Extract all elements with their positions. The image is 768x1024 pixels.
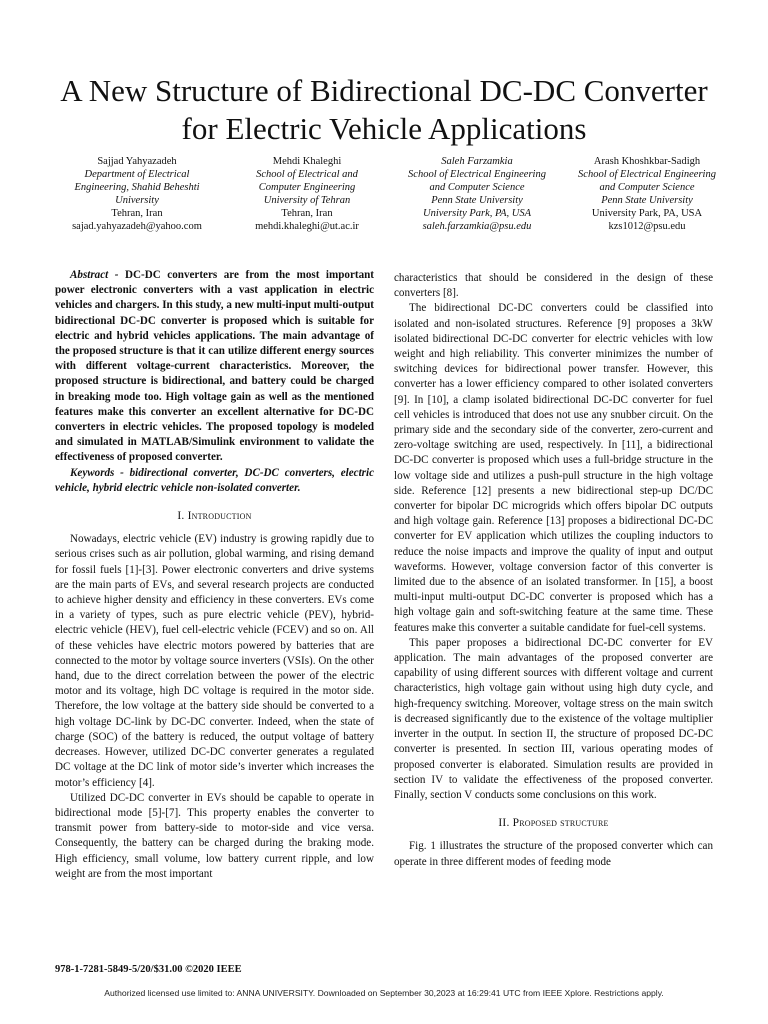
author-affiliation: School of Electrical Engineering — [578, 169, 716, 180]
paper-title-line-1: A New Structure of Bidirectional DC-DC Converter — [60, 73, 708, 108]
author-affiliation: Computer Engineering — [258, 182, 356, 193]
abstract — [55, 268, 374, 466]
author-block — [52, 155, 732, 233]
author-name: Mehdi Khaleghi — [272, 156, 342, 167]
license-notice: Authorized licensed use limited to: ANNA UNIVERSITY. Downloaded on September 30,2023 at 16:29:41 UTC from IEEE Xplore. Restrictions apply. — [104, 988, 664, 998]
author-location: Tehran, Iran — [281, 208, 333, 219]
author-name: Saleh Farzamkia — [441, 156, 513, 167]
author-email: sajad.yahyazadeh@yahoo.com — [72, 221, 202, 232]
author-location: Tehran, Iran — [111, 208, 163, 219]
right-column — [394, 271, 713, 870]
section-heading-proposed-structure: II. Proposed structure — [498, 817, 609, 830]
body-paragraph: This paper proposes a bidirectional DC-DC converter for EV application. The main advantages of the proposed converter are capability of using different sources with different voltage and current characteristics, high voltage gain without using high duty cycle, and high-frequency switching. Moreover, voltage stress on the main switch is decreased significantly due to the existence of the voltage multiplier inverter in the output. In section II, the structure of proposed DC-DC converter is presented. In section III, various operating modes of proposed converter is elaborated. Simulation results are provided in section IV to validate the effectiveness of the proposed converter. Finally, section V conducts some conclusions on this work. — [394, 636, 713, 801]
author-university: University — [115, 195, 159, 206]
author-4 — [562, 155, 732, 233]
author-name: Sajjad Yahyazadeh — [97, 156, 177, 167]
author-affiliation: School of Electrical and — [256, 169, 358, 180]
body-paragraph: Utilized DC-DC converter in EVs should be capable to operate in bidirectional mode [5]-[7]. This property enables the converter to transmit power from battery-side to motor-side and vice versa. Consequently, the battery can be charged during the braking mode. High efficiency, small volume, low battery current ripple, and low weight are from the most important — [55, 791, 374, 880]
section-heading-introduction: I. Introduction — [177, 510, 252, 523]
paper-title-line-2: for Electric Vehicle Applications — [181, 111, 587, 146]
isbn-footer: 978-1-7281-5849-5/20/$31.00 ©2020 IEEE — [55, 964, 242, 975]
author-1 — [52, 155, 222, 233]
left-column — [55, 268, 374, 882]
author-2 — [222, 155, 392, 233]
author-location: University Park, PA, USA — [423, 208, 531, 219]
abstract-label: Abstract - — [70, 269, 119, 281]
body-paragraph: The bidirectional DC-DC converters could be classified into isolated and non-isolated structures. Reference [9] proposes a 3kW isolated bidirectional DC-DC converter for electric vehicles with low weight and high reliability. This converter minimizes the number of switching devices for bidirectional power transfer. However, this converter has a lower efficiency compared to other isolated converters [9]. In [10], a clamp isolated bidirectional DC-DC converter for fuel cell vehicles is introduced that does not use any snubber circuit. On the primary side and the secondary side of the converter, zero-current and zero-voltage switching are used, respectively. In [11], a bidirectional DC-DC converter is proposed which uses a full-bridge structure in the low voltage side and utilizes a push-pull structure in the high voltage side. Reference [12] presents a new bidirectional step-up DC/DC converter for bipolar DC microgrids which offers bipolar DC outputs and high voltage gain. Reference [13] proposes a bidirectional DC-DC converter for EV application which utilizes the coupling inductors to reduce the noise impacts and improve the quality of input and output waveforms. However, voltage conversion factor of this converter is limited due to the absence of an isolated transformer. In [15], a boost multi-input multi-output DC-DC converter is proposed which has a high voltage gain and soft-switching feature at the same time. These features make this converter a suitable candidate for fuel-cell systems. — [394, 302, 713, 634]
author-university: University of Tehran — [263, 195, 351, 206]
abstract-text: DC-DC converters are from the most important power electronic converters with a vast application in electric vehicles and chargers. In this study, a new multi-input multi-output bidirectional DC-DC converter is proposed which is suitable for electric and hybrid vehicles applications. The main advantage of the proposed structure is that it can utilize different energy sources with different voltage-current characteristics. Moreover, the proposed structure is bidirectional, and battery could be charged in breaking mode too. High voltage gain as well as the mentioned features make this converter an excellent alternative for DC-DC converters in electric vehicles. The proposed topology is modeled and simulated in MATLAB/Simulink environment to validate the effectiveness of proposed converter. — [55, 269, 375, 464]
author-affiliation: and Computer Science — [599, 182, 695, 193]
author-affiliation: School of Electrical Engineering — [408, 169, 546, 180]
keywords: Keywords - bidirectional converter, DC-DC converters, electric vehicle, hybrid electric vehicle non-isolated converter. — [55, 466, 374, 494]
author-university: Penn State University — [431, 195, 523, 206]
author-email: saleh.farzamkia@psu.edu — [422, 221, 532, 232]
author-affiliation: and Computer Science — [429, 182, 525, 193]
body-paragraph: Nowadays, electric vehicle (EV) industry is growing rapidly due to serious crises such as air pollution, global warming, and rising demand for fossil fuels [1]-[3]. Power electronic converters and drive systems are the main parts of EVs, and several research projects are conducted to achieve higher density and efficiency in these converters. EVs come in a variety of types, such as pure electric vehicle (PEV), hybrid-electric vehicle (HEV), fuel cell-electric vehicle (FCEV) and so on. All of these vehicles have electric motors powered by batteries that are connected to the motor by voltage source inverters (VSIs). On the other hand, due to the direct correlation between the power of the electric motor and its voltage, high DC voltage is required in the motor side. Therefore, the low voltage at the battery side should be converted to a high voltage DC-link by DC-DC converter. Indeed, when the state of charge (SOC) of the battery is reduced, the output voltage of battery decreases. However, utilized DC-DC converter generates a regulated DC voltage at the DC link of motor side’s inverter which increases the motor’s efficiency [4]. — [55, 533, 374, 789]
author-email: kzs1012@psu.edu — [608, 221, 686, 232]
paper-title — [40, 72, 728, 148]
author-3 — [392, 155, 562, 233]
author-affiliation: Department of Electrical — [84, 169, 190, 180]
body-paragraph: characteristics that should be considered in the design of these converters [8]. — [394, 272, 713, 300]
author-email: mehdi.khaleghi@ut.ac.ir — [255, 221, 359, 232]
author-affiliation: Engineering, Shahid Beheshti — [74, 182, 200, 193]
body-paragraph: Fig. 1 illustrates the structure of the proposed converter which can operate in three different modes of feeding mode — [394, 840, 713, 868]
author-name: Arash Khoshkbar-Sadigh — [593, 156, 701, 167]
author-university: Penn State University — [601, 195, 693, 206]
author-location: University Park, PA, USA — [591, 208, 703, 219]
